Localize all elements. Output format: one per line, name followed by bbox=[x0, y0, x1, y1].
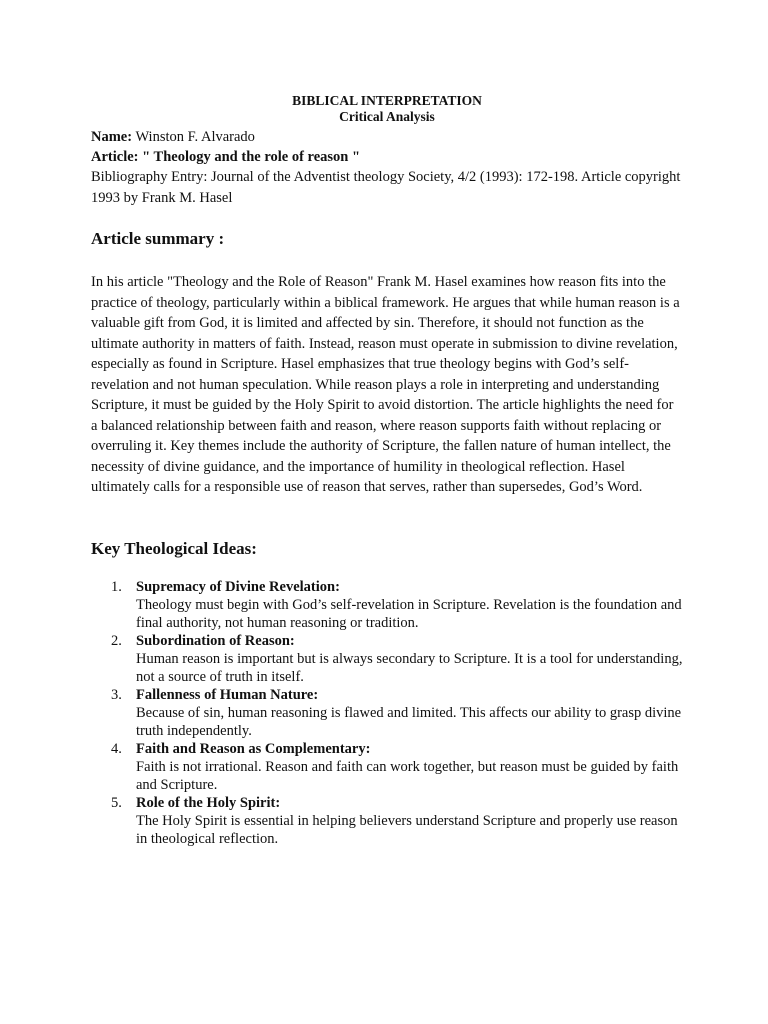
document-title: BIBLICAL INTERPRETATION bbox=[292, 93, 482, 108]
bibliography-entry: Bibliography Entry: Journal of the Adventist theology Society, 4/2 (1993): 172-198. Article copyright 1993 by Frank M. Hasel bbox=[91, 169, 681, 206]
list-item bbox=[91, 794, 683, 848]
idea-title: Supremacy of Divine Revelation: bbox=[136, 578, 340, 595]
article-label: Article: " Theology and the role of reason " bbox=[91, 149, 361, 165]
summary-heading: Article summary : bbox=[91, 229, 225, 248]
name-label: Name: bbox=[91, 129, 133, 145]
idea-text: Faith is not irrational. Reason and faith can work together, but reason must be guided by faith and Scripture. bbox=[136, 758, 679, 793]
list-item bbox=[91, 632, 683, 686]
idea-text: Human reason is important but is always secondary to Scripture. It is a tool for understanding, not a source of truth in itself. bbox=[136, 650, 683, 685]
list-number: 2. bbox=[111, 632, 122, 649]
idea-title: Fallenness of Human Nature: bbox=[136, 686, 319, 703]
list-number: 4. bbox=[111, 740, 122, 757]
list-item bbox=[91, 578, 683, 632]
summary-paragraph: In his article "Theology and the Role of Reason" Frank M. Hasel examines how reason fits into the practice of theology, particularly within a biblical framework. He argues that while human reason is a valuable gift from God, it is limited and affected by sin. Therefore, it should not function as the ultimate authority in matters of faith. Instead, reason must operate in submission to divine revelation, especially as found in Scripture. Hasel emphasizes that true theology begins with God’s self-revelation and not human speculation. While reason plays a role in interpreting and understanding Scripture, it must be guided by the Holy Spirit to avoid distortion. The article highlights the need for a balanced relationship between faith and reason, where reason supports faith without replacing or overruling it. Key themes include the authority of Scripture, the fallen nature of human intellect, the necessity of divine guidance, and the importance of humility in theological reflection. Hasel ultimately calls for a responsible use of reason that serves, rather than supersedes, God’s Word. bbox=[91, 274, 680, 495]
document-page bbox=[91, 93, 683, 848]
name-value: Winston F. Alvarado bbox=[132, 129, 255, 145]
list-number: 1. bbox=[111, 578, 122, 595]
ideas-list bbox=[91, 578, 683, 848]
idea-text: Theology must begin with God’s self-revelation in Scripture. Revelation is the foundation and final authority, not human reasoning or tradition. bbox=[136, 596, 682, 631]
list-item bbox=[91, 740, 683, 794]
article-line bbox=[91, 147, 683, 167]
ideas-heading: Key Theological Ideas: bbox=[91, 538, 257, 558]
idea-title: Subordination of Reason: bbox=[136, 632, 295, 649]
list-number: 3. bbox=[111, 686, 122, 703]
idea-title: Faith and Reason as Complementary: bbox=[136, 740, 371, 757]
idea-text: Because of sin, human reasoning is flawed and limited. This affects our ability to grasp divine truth independently. bbox=[136, 704, 682, 739]
idea-text: The Holy Spirit is essential in helping believers understand Scripture and properly use reason in theological reflection. bbox=[136, 812, 678, 847]
document-subtitle: Critical Analysis bbox=[339, 109, 435, 124]
list-item bbox=[91, 686, 683, 740]
idea-title: Role of the Holy Spirit: bbox=[136, 794, 281, 811]
author-line bbox=[91, 127, 683, 147]
list-number: 5. bbox=[111, 794, 122, 811]
